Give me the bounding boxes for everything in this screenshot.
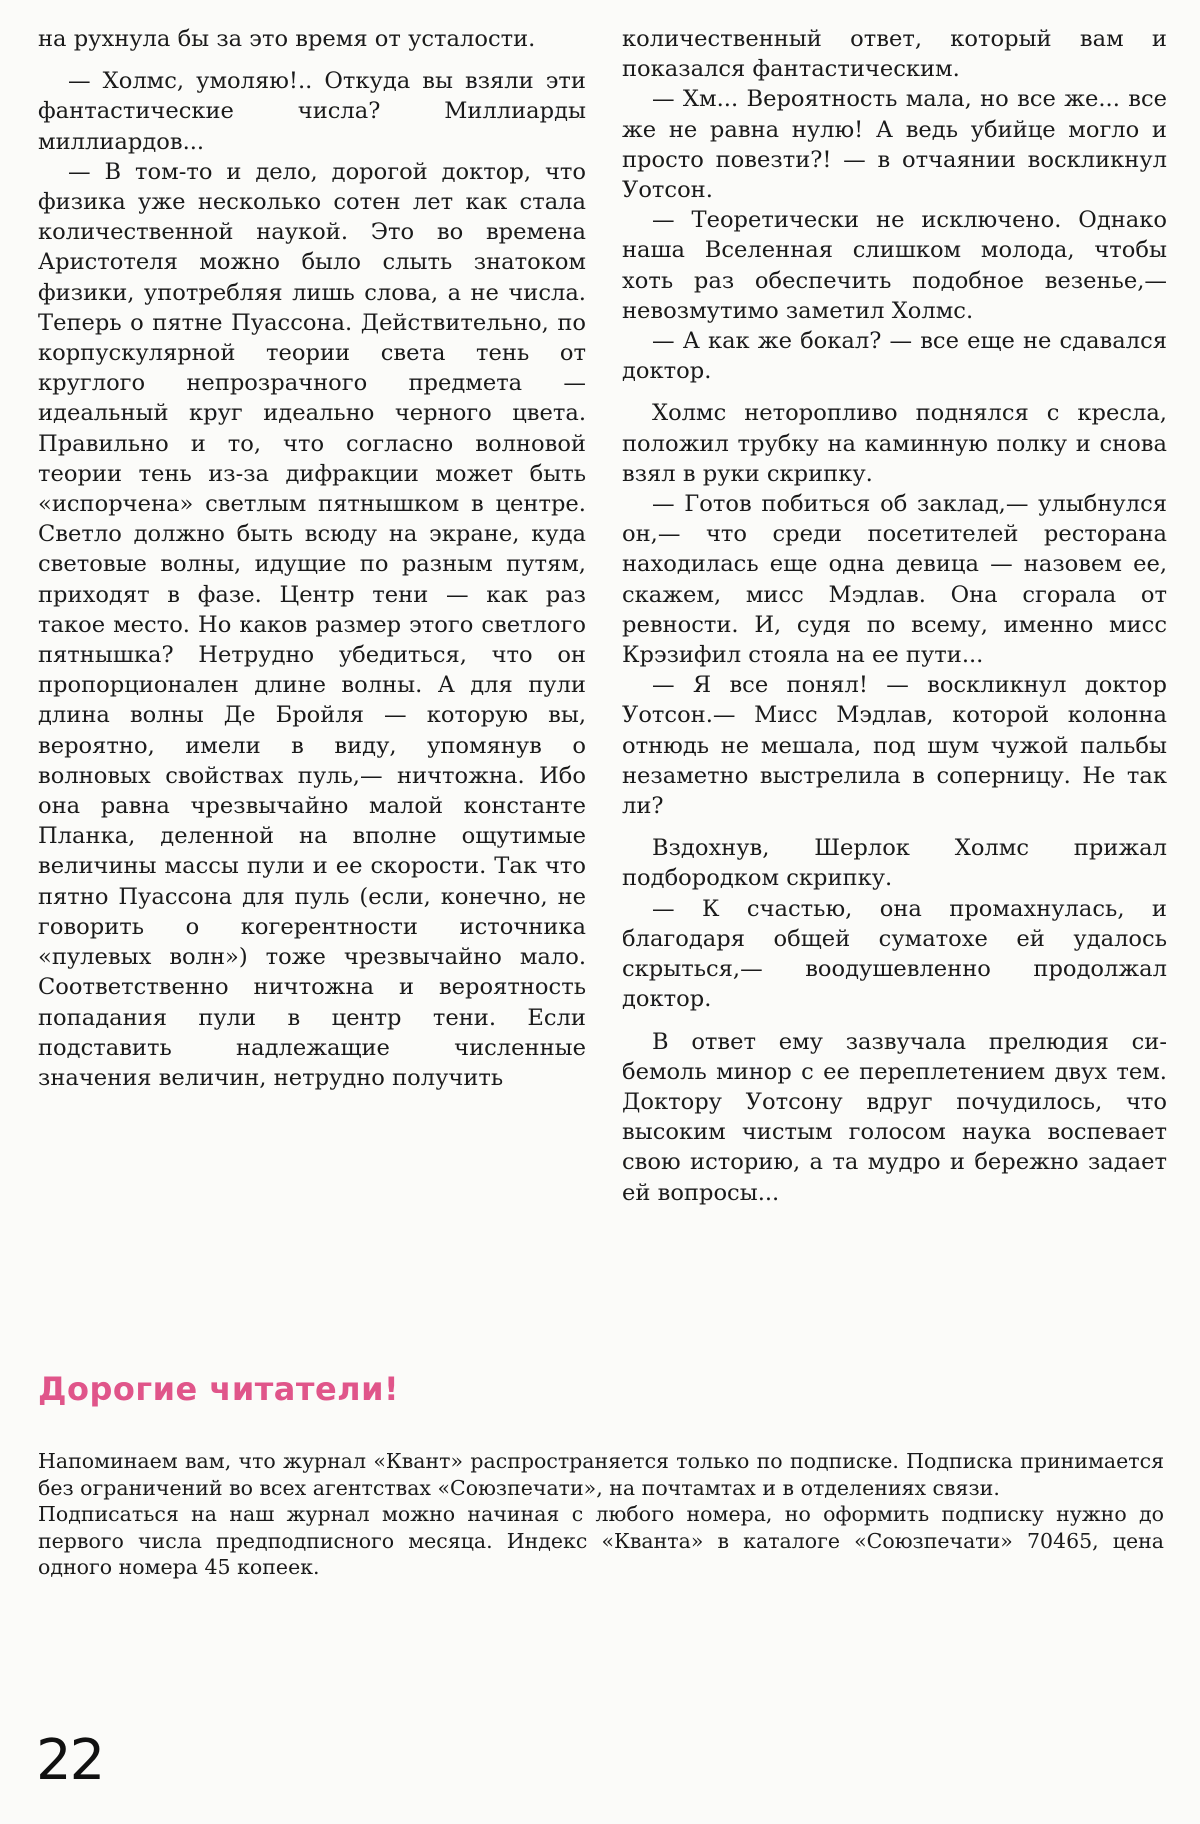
paragraph: — Холмс, умоляю!.. Откуда вы взяли эти фантастические числа? Миллиарды миллиардов... [38,68,586,155]
right-column [622,24,1167,1220]
paragraph: — Теоретически не исключено. Однако наша Вселенная слишком молода, чтобы хоть раз обеспечить подобное везенье,— невозмутимо заметил Холмс. [622,207,1167,324]
notice-title: Дорогие читатели! [38,1370,400,1408]
paragraph: — В том-то и дело, дорогой доктор, что физика уже несколько сотен лет как стала количественной наукой. Это во времена Аристотеля можно было слыть знатоком физики, употребляя лишь слова, а не числа. Теперь о пятне Пуассона. Действительно, по корпускулярной теории света тень от круглого непрозрачного предмета — идеальный круг идеально черного цвета. Правильно и то, что согласно волновой теории тень из-за дифракции может быть «испорчена» светлым пятнышком в центре. Светло должно быть всюду на экране, куда световые волны, идущие по разным путям, приходят в фазе. Центр тени — как раз такое место. Но каков размер этого светлого пятнышка? Нетрудно убедиться, что он пропорционален длине волны. А для пули длина волны Де Бройля — которую вы, вероятно, имели в виду, упомянув о волновых свойствах пуль,— ничтожна. Ибо она равна чрезвычайно малой константе Планка, деленной на вполне ощутимые величины массы пули и ее скорости. Так что пятно Пуассона для пуль (если, конечно, не говорить о когерентности источника «пулевых волн») тоже чрезвычайно мало. Соответственно ничтожна и вероятность попадания пули в центр тени. Если подставить надлежащие численные значения величин, нетрудно получить [38,158,586,1091]
paragraph: Вздохнув, Шерлок Холмс прижал подбородком скрипку. [622,835,1167,892]
paragraph: — А как же бокал? — все еще не сдавался доктор. [622,328,1167,385]
paragraph: — Хм... Вероятность мала, но все же... все же не равна нулю! А ведь убийце могло и просто повезти?! — в отчаянии воскликнул Уотсон. [622,86,1167,204]
left-column [38,24,586,1105]
paragraph: В ответ ему зазвучала прелюдия си-бемоль минор с ее переплетением двух тем. Доктору Уотсону вдруг почудилось, что высоким чистым голосом наука воспевает свою историю, а та мудро и бережно задает ей вопросы... [622,1028,1167,1206]
paragraph: — К счастью, она промахнулась, и благодаря общей суматохе ей удалось скрыться,— воодушевленно продолжал доктор. [622,895,1167,1013]
page-number: 22 [36,1728,104,1793]
paragraph: — Готов побиться об заклад,— улыбнулся он,— что среди посетителей ресторана находилась еще одна девица — назовем ее, скажем, мисс Мэдлав. Она сгорала от ревности. И, судя по всему, именно мисс Крэзифил стояла на ее пути... [622,491,1167,669]
notice-body [38,1448,1164,1581]
notice-paragraph: Подписаться на наш журнал можно начиная с любого номера, но оформить подписку нужно до первого числа предподписного месяца. Индекс «Кванта» в каталоге «Союзпечати» 70465, цена одного номера 45 копеек. [38,1502,1164,1579]
paragraph: количественный ответ, который вам и показался фантастическим. [622,26,1167,83]
paragraph: — Я все понял! — воскликнул доктор Уотсон.— Мисс Мэдлав, которой колонна отнюдь не мешала, под шум чужой пальбы незаметно выстрелила в соперницу. Не так ли? [622,672,1167,820]
paragraph: Холмс неторопливо поднялся с кресла, положил трубку на каминную полку и снова взял в руки скрипку. [622,400,1167,487]
notice-paragraph: Напоминаем вам, что журнал «Квант» распространяется только по подписке. Подписка принимается без ограничений во всех агентствах «Союзпечати», на почтамтах и в отделениях связи. [38,1449,1164,1500]
paragraph: на рухнула бы за это время от усталости. [38,26,536,52]
